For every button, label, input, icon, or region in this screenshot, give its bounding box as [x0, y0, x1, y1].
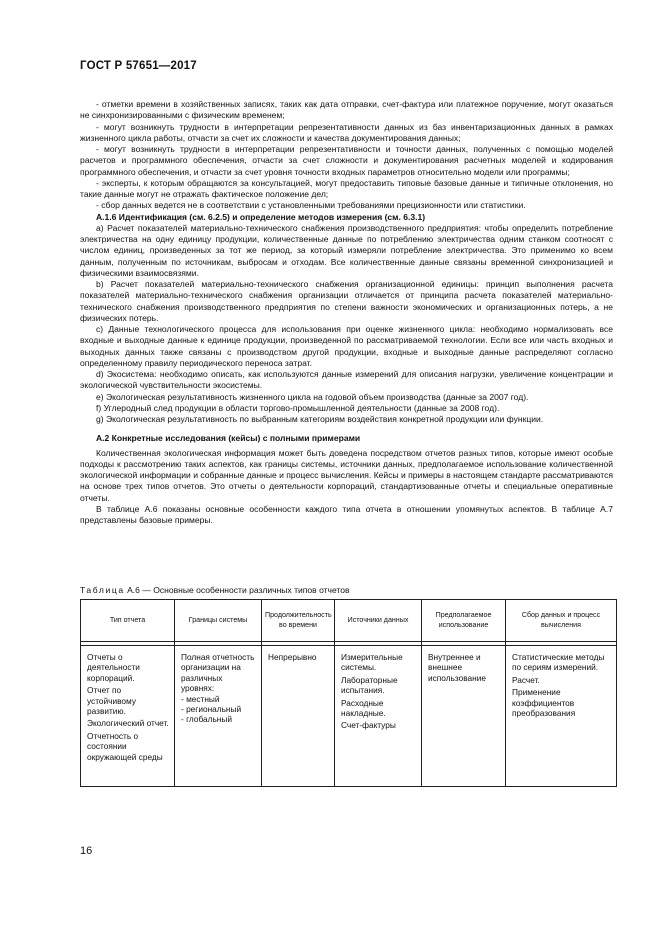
cell-line: Статистические методы по сериям измерений. [512, 652, 605, 673]
cell-line: Непрерывно [268, 652, 317, 662]
paragraph: - эксперты, к которым обращаются за консультацией, могут предоставить типовые базовые данные и типичные отклонения, но такие данные могут не отражать фактическое положение дел; [80, 177, 613, 199]
paragraph: - могут возникнуть трудности в интерпретации репрезентативности данных из баз инвентаризационных данных в рамках жизненного цикла работы, отчасти за счет их сложности и качества документирования данных; [80, 121, 613, 143]
paragraph: d) Экосистема: необходимо описать, как используются данные измерений для описания нагрузки, увеличение концентрации и экологической чувствительности экосистемы. [80, 369, 613, 391]
table-header-row [81, 600, 617, 642]
paragraph: c) Данные технологического процесса для использования при оценке жизненного цикла: необходимо нормализовать все входные и выходные данные к единице продукции, произведенной по рассматриваемой технологии. Если все или часть входных и выходных данных также связаны с производством другой продукции, входные и выходные данные распределяют согласно определенному правилу периодического переноса затрат. [80, 324, 613, 368]
paragraph: g) Экологическая результативность по выбранным категориям воздействия конкретной продукции или функции. [96, 414, 544, 424]
table-caption-number: А.6 [127, 585, 140, 595]
document-body [80, 99, 613, 526]
cell-line: Измерительные системы. [341, 652, 403, 673]
cell-duration [262, 646, 335, 787]
cell-line: Отчет по устойчивому развитию. [87, 685, 136, 717]
header-report-type: Тип отчета [81, 600, 175, 642]
header-intended-use: Предполагаемое использование [422, 600, 506, 642]
paragraph: В таблице А.6 показаны основные особенности каждого типа отчета в отношении упомянутых аспектов. В таблице А.7 представлены базовые примеры. [80, 503, 613, 525]
cell-line: Расчет. [512, 674, 540, 685]
cell-line: Счет-фактуры [341, 720, 396, 731]
cell-line: Расходные накладные. [341, 697, 386, 719]
cell-system-boundaries [175, 646, 262, 787]
cell-report-type [81, 646, 175, 787]
cell-intended-use [422, 646, 506, 787]
paragraph: - отметки времени в хозяйственных записях, таких как дата отправки, счет-фактура или платежное поручение, могут оказаться не синхронизированными с физическим временем; [80, 99, 613, 121]
cell-data-sources [335, 646, 422, 787]
document-header: ГОСТ Р 57651—2017 [80, 60, 197, 72]
paragraph: - сбор данных ведется не в соответствии с установленными требованиями прецизионности или статистики. [96, 200, 526, 211]
cell-list-item: - местный [181, 693, 220, 704]
cell-line: Отчеты о деятельности корпораций. [87, 652, 140, 683]
cell-line: Полная отчетность организации на различных уровнях: [181, 652, 255, 694]
table-caption-label: Таблица [80, 585, 125, 595]
section-heading-a2: А.2 Конкретные исследования (кейсы) с полными примерами [96, 433, 361, 444]
cell-list-item: - региональный [181, 704, 242, 715]
paragraph: Количественная экологическая информация может быть доведена посредством отчетов разных типов, которые имеют особые подходы к рассмотрению таких аспектов, как границы системы, источники данных, предполагаемое использование количественной экологической информации и собранные данные и процесс вычисления. Кейсы и примеры в настоящем стандарте рассматриваются на основе трех типов отчетов. Это отчеты о деятельности корпораций, стандартизованные отчеты и специальные оперативные отчеты. [80, 447, 613, 503]
table-a6 [80, 599, 617, 787]
cell-line: Лабораторные испытания. [341, 674, 398, 696]
header-data-collection: Сбор данных и процесс вычисления [506, 600, 617, 642]
cell-line: Экологический отчет. [87, 718, 169, 729]
cell-line: Внутреннее и внешнее использование [428, 652, 486, 683]
subheading-a16: А.1.6 Идентификация (см. 6.2.5) и определение методов измерения (см. 6.3.1) [96, 211, 426, 222]
cell-line: Отчетность о состоянии окружающей среды [87, 730, 163, 762]
cell-data-collection [506, 646, 617, 787]
paragraph: - могут возникнуть трудности в интерпретации репрезентативности и точности данных, полученных с помощью моделей расчетов и программного обеспечения, отчасти за счет сложности и документирования расчетных моделей и кодирования программного обеспечения, и отчасти за счет уровня точности входных параметров относительно модели или программы; [80, 144, 613, 177]
table-row [81, 646, 617, 787]
paragraph: a) Расчет показателей материально-технического снабжения производственного предприятия: чтобы определить потребление электричества на одну единицу продукции, количественные данные по потреблению электричества одним станком соотносят с числом единиц, произведенных за тот же период, за который измеряли потребление электричества. Это применимо ко всем данным, полученным по источникам, выбросам и отходам. Все количественные данные связаны временной синхронизацией и физическими взаимосвязями. [80, 222, 613, 278]
table-caption [80, 585, 350, 595]
cell-list-item: - глобальный [181, 714, 232, 725]
header-data-sources: Источники данных [335, 600, 422, 642]
header-system-boundaries: Границы системы [175, 600, 262, 642]
page-number: 16 [80, 845, 93, 857]
header-duration: Продолжительность во времени [262, 600, 335, 642]
paragraph: b) Расчет показателей материально-технического снабжения организационной единицы: принцип выполнения расчета показателей материально-технического снабжения организации отличается от принципа расчета показателей материально-технического снабжения производственного предприятия по степени важности экономических и организационных потерь, а не физических потерь. [80, 279, 613, 323]
paragraph: f) Углеродный след продукции в области торгово-промышленной деятельности (данные за 2008 год). [96, 402, 500, 413]
table-caption-text: — Основные особенности различных типов отчетов [139, 585, 350, 595]
paragraph: e) Экологическая результативность жизненного цикла на годовой объем производства (данные за 2007 год). [96, 391, 529, 402]
cell-line: Применение коэффициентов преобразования [512, 687, 576, 719]
